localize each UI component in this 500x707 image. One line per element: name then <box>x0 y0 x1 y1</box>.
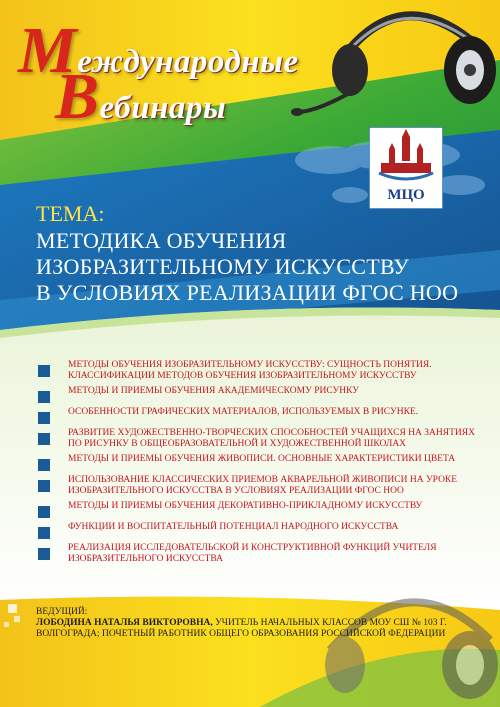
square-bullet-icon <box>38 433 50 445</box>
logo-text: МЦО <box>387 187 425 203</box>
square-bullet-icon <box>38 365 50 377</box>
list-item <box>38 428 478 450</box>
title-line-1-rest: еждународные <box>77 44 299 80</box>
square-bullet-icon <box>38 412 50 424</box>
tema-line-3: В УСЛОВИЯХ РЕАЛИЗАЦИИ ФГОС НОО <box>36 280 459 305</box>
list-item <box>38 475 478 497</box>
tema-line-1: МЕТОДИКА ОБУЧЕНИЯ <box>36 228 287 253</box>
topic-text: ОСОБЕННОСТИ ГРАФИЧЕСКИХ МАТЕРИАЛОВ, ИСПОЛЬЗУЕМЫХ В РИСУНКЕ. <box>68 407 419 417</box>
topic-text: РЕАЛИЗАЦИЯ ИССЛЕДОВАТЕЛЬСКОЙ И КОНСТРУКТИВНОЙ ФУНКЦИЙ УЧИТЕЛЯ ИЗОБРАЗИТЕЛЬНОГО ИСКУССТВА <box>68 543 437 564</box>
square-bullet-icon <box>38 480 50 492</box>
list-item <box>38 501 478 518</box>
list-item <box>38 522 478 539</box>
topic-text: МЕТОДЫ И ПРИЕМЫ ОБУЧЕНИЯ ЖИВОПИСИ. ОСНОВНЫЕ ХАРАКТЕРИСТИКИ ЦВЕТА <box>68 454 456 464</box>
square-bullet-icon <box>38 506 50 518</box>
tema-label: ТЕМА: <box>36 201 105 226</box>
title-line-1-initial: М <box>18 14 78 87</box>
mco-logo <box>369 127 443 209</box>
topic-text: ФУНКЦИИ И ВОСПИТАТЕЛЬНЫЙ ПОТЕНЦИАЛ НАРОДНОГО ИСКУССТВА <box>68 522 399 532</box>
host-description: УЧИТЕЛЬ НАЧАЛЬНЫХ КЛАССОВ МОУ СШ № 103 Г. ВОЛГОГРАДА; ПОЧЕТНЫЙ РАБОТНИК ОБЩЕГО ОБРАЗОВАНИЯ РОССИЙСКОЙ ФЕДЕРАЦИИ <box>36 618 447 639</box>
topics-list <box>38 360 478 569</box>
topic-text: МЕТОДЫ И ПРИЕМЫ ОБУЧЕНИЯ АКАДЕМИЧЕСКОМУ РИСУНКУ <box>68 386 360 396</box>
square-bullet-icon <box>38 548 50 560</box>
list-item <box>38 454 478 471</box>
square-bullet-icon <box>38 527 50 539</box>
topic-text: ИСПОЛЬЗОВАНИЕ КЛАССИЧЕСКИХ ПРИЕМОВ АКВАРЕЛЬНОЙ ЖИВОПИСИ НА УРОКЕ ИЗОБРАЗИТЕЛЬНОГО ИСКУССТВА В УСЛОВИЯХ РЕАЛИЗАЦИИ ФГОС НОО <box>68 475 458 496</box>
title-line-2 <box>55 60 227 133</box>
title-line-2-initial: В <box>55 60 100 133</box>
list-item <box>38 407 478 424</box>
square-bullet-icon <box>38 459 50 471</box>
topic-text: МЕТОДЫ ОБУЧЕНИЯ ИЗОБРАЗИТЕЛЬНОМУ ИСКУССТВУ: СУЩНОСТЬ ПОНЯТИЯ. КЛАССИФИКАЦИИ МЕТОДОВ ОБУЧЕНИЯ ИЗОБРАЗИТЕЛЬНОМУ ИСКУССТВУ <box>68 360 432 381</box>
list-item <box>38 543 478 565</box>
square-bullet-icon <box>38 391 50 403</box>
host-label: ВЕДУЩИЙ: <box>36 607 88 617</box>
title-line-2-rest: ебинары <box>99 90 227 126</box>
topic-text: МЕТОДЫ И ПРИЕМЫ ОБУЧЕНИЯ ДЕКОРАТИВНО-ПРИКЛАДНОМУ ИСКУССТВУ <box>68 501 423 511</box>
host-name: ЛОБОДИНА НАТАЛЬЯ ВИКТОРОВНА, <box>36 618 213 628</box>
tema-line-2: ИЗОБРАЗИТЕЛЬНОМУ ИСКУССТВУ <box>36 254 410 279</box>
host-info <box>36 618 476 640</box>
topic-text: РАЗВИТИЕ ХУДОЖЕСТВЕННО-ТВОРЧЕСКИХ СПОСОБНОСТЕЙ УЧАЩИХСЯ НА ЗАНЯТИЯХ ПО РИСУНКУ В ОБЩЕОБРАЗОВАТЕЛЬНОЙ И ХУДОЖЕСТВЕННОЙ ШКОЛАХ <box>68 428 475 449</box>
list-item <box>38 386 478 403</box>
list-item <box>38 360 478 382</box>
